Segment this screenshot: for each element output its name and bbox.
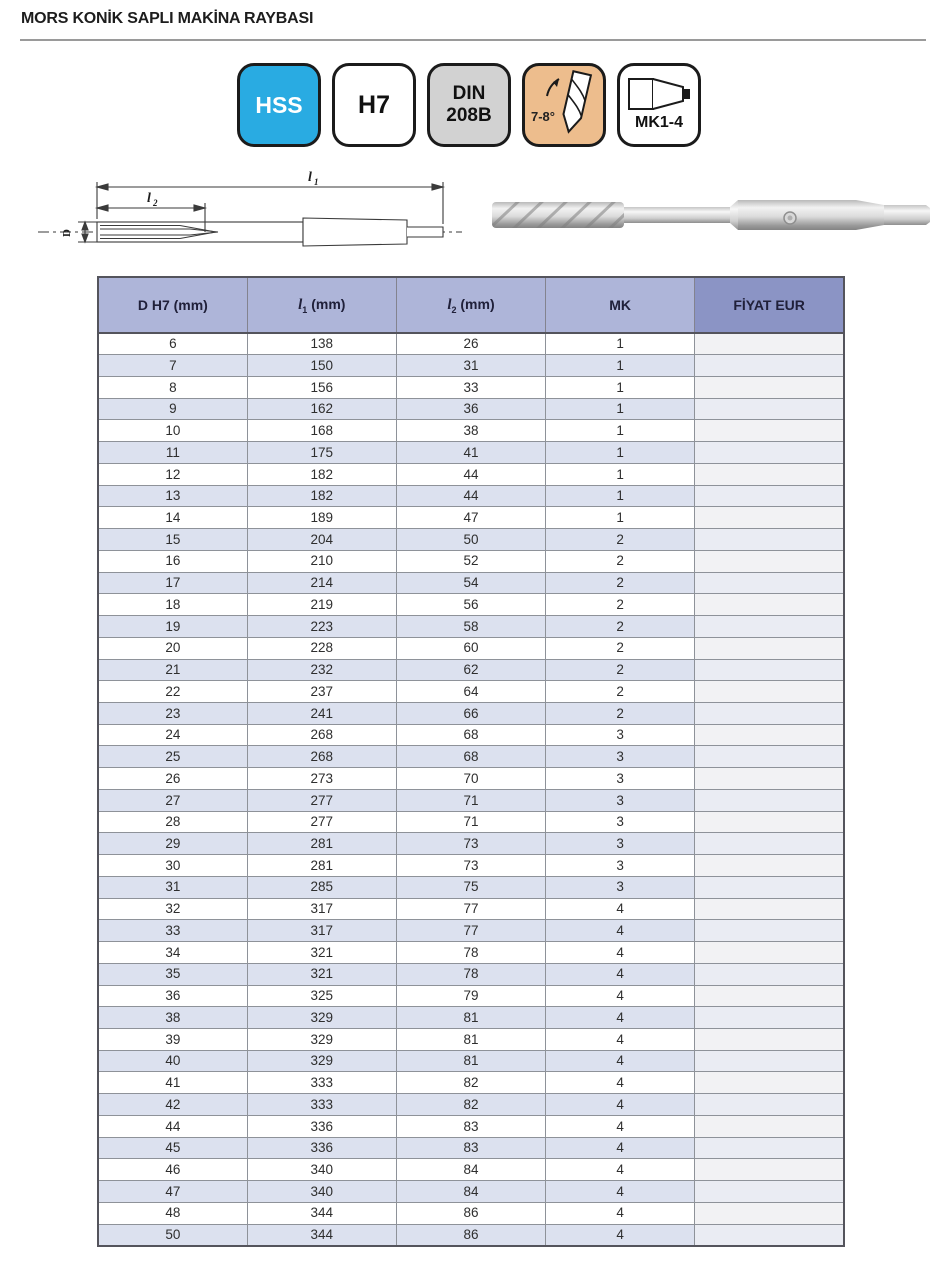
value-cell: 71 [396,811,545,833]
header-l1: $l_1$ (mm) [247,277,396,333]
badge-helix-angle [522,63,606,147]
value-cell: 56 [396,594,545,616]
table-row [98,572,844,594]
value-cell: 41 [396,442,545,464]
value-cell: 1 [546,507,695,529]
price-cell [695,724,844,746]
table-row [98,1181,844,1203]
dim-l2-label: l [147,191,151,206]
table-row [98,1202,844,1224]
value-cell: 2 [546,529,695,551]
price-cell [695,985,844,1007]
price-cell [695,485,844,507]
value-cell: 3 [546,811,695,833]
value-cell: 2 [546,702,695,724]
value-cell: 189 [247,507,396,529]
badge-mk-label: MK1-4 [634,114,683,131]
price-cell [695,768,844,790]
value-cell: 285 [247,876,396,898]
value-cell: 78 [396,963,545,985]
table-row [98,463,844,485]
value-cell: 3 [546,855,695,877]
value-cell: 4 [546,1094,695,1116]
value-cell: 1 [546,420,695,442]
value-cell: 18 [98,594,247,616]
value-cell: 4 [546,1159,695,1181]
value-cell: 73 [396,833,545,855]
value-cell: 4 [546,1181,695,1203]
value-cell: 77 [396,920,545,942]
table-row [98,616,844,638]
value-cell: 44 [98,1115,247,1137]
price-cell [695,963,844,985]
table-row [98,811,844,833]
value-cell: 24 [98,724,247,746]
value-cell: 2 [546,681,695,703]
value-cell: 52 [396,550,545,572]
value-cell: 44 [396,463,545,485]
value-cell: 50 [396,529,545,551]
table-row [98,702,844,724]
value-cell: 4 [546,1224,695,1246]
value-cell: 47 [98,1181,247,1203]
table-row [98,1050,844,1072]
price-cell [695,355,844,377]
price-cell [695,1029,844,1051]
value-cell: 75 [396,876,545,898]
value-cell: 31 [98,876,247,898]
value-cell: 273 [247,768,396,790]
value-cell: 321 [247,942,396,964]
header-diameter: D H7 (mm) [98,277,247,333]
value-cell: 25 [98,746,247,768]
price-cell [695,1224,844,1246]
header-price: FİYAT EUR [695,277,844,333]
value-cell: 28 [98,811,247,833]
value-cell: 228 [247,637,396,659]
value-cell: 16 [98,550,247,572]
value-cell: 4 [546,920,695,942]
value-cell: 4 [546,1137,695,1159]
table-row [98,1007,844,1029]
table-row [98,898,844,920]
value-cell: 70 [396,768,545,790]
price-cell [695,681,844,703]
table-row [98,1072,844,1094]
value-cell: 20 [98,637,247,659]
value-cell: 219 [247,594,396,616]
badge-din-label: DIN 208B [446,83,492,126]
price-cell [695,833,844,855]
price-cell [695,507,844,529]
value-cell: 68 [396,724,545,746]
price-cell [695,594,844,616]
price-cell [695,616,844,638]
price-cell [695,376,844,398]
badge-angle-label: 7-8° [531,109,555,124]
value-cell: 329 [247,1050,396,1072]
table-row [98,420,844,442]
value-cell: 2 [546,659,695,681]
price-cell [695,1181,844,1203]
value-cell: 329 [247,1007,396,1029]
price-cell [695,398,844,420]
value-cell: 44 [396,485,545,507]
value-cell: 22 [98,681,247,703]
value-cell: 36 [396,398,545,420]
value-cell: 1 [546,463,695,485]
price-cell [695,550,844,572]
value-cell: 237 [247,681,396,703]
price-cell [695,811,844,833]
value-cell: 325 [247,985,396,1007]
value-cell: 1 [546,376,695,398]
spec-table-header [98,277,844,333]
value-cell: 40 [98,1050,247,1072]
value-cell: 4 [546,898,695,920]
price-cell [695,702,844,724]
table-row [98,1115,844,1137]
value-cell: 333 [247,1072,396,1094]
value-cell: 84 [396,1159,545,1181]
value-cell: 41 [98,1072,247,1094]
table-row [98,920,844,942]
value-cell: 38 [396,420,545,442]
value-cell: 336 [247,1137,396,1159]
value-cell: 3 [546,724,695,746]
value-cell: 3 [546,833,695,855]
price-cell [695,333,844,355]
value-cell: 66 [396,702,545,724]
value-cell: 4 [546,1007,695,1029]
price-cell [695,442,844,464]
value-cell: 42 [98,1094,247,1116]
value-cell: 2 [546,550,695,572]
table-row [98,659,844,681]
price-cell [695,572,844,594]
reamer-photo [488,172,940,257]
value-cell: 1 [546,355,695,377]
price-cell [695,529,844,551]
value-cell: 9 [98,398,247,420]
value-cell: 340 [247,1159,396,1181]
value-cell: 58 [396,616,545,638]
value-cell: 4 [546,1050,695,1072]
value-cell: 1 [546,398,695,420]
table-row [98,1224,844,1246]
table-row [98,637,844,659]
table-row [98,855,844,877]
value-cell: 8 [98,376,247,398]
morse-taper-icon [626,76,692,112]
price-cell [695,876,844,898]
value-cell: 30 [98,855,247,877]
price-cell [695,942,844,964]
value-cell: 2 [546,572,695,594]
reamer-body [488,198,930,232]
value-cell: 15 [98,529,247,551]
value-cell: 10 [98,420,247,442]
value-cell: 46 [98,1159,247,1181]
dimension-drawing [30,162,465,267]
value-cell: 14 [98,507,247,529]
value-cell: 64 [396,681,545,703]
table-row [98,398,844,420]
value-cell: 27 [98,789,247,811]
price-cell [695,463,844,485]
table-row [98,355,844,377]
table-row [98,442,844,464]
value-cell: 19 [98,616,247,638]
table-row [98,985,844,1007]
value-cell: 150 [247,355,396,377]
value-cell: 333 [247,1094,396,1116]
value-cell: 329 [247,1029,396,1051]
badge-hss [237,63,321,147]
table-row [98,1094,844,1116]
value-cell: 4 [546,1202,695,1224]
value-cell: 29 [98,833,247,855]
price-cell [695,1159,844,1181]
table-row [98,594,844,616]
value-cell: 3 [546,876,695,898]
value-cell: 21 [98,659,247,681]
value-cell: 223 [247,616,396,638]
value-cell: 71 [396,789,545,811]
price-cell [695,1202,844,1224]
value-cell: 182 [247,485,396,507]
header-l2: $l_2$ (mm) [396,277,545,333]
table-row [98,768,844,790]
price-cell [695,1050,844,1072]
value-cell: 241 [247,702,396,724]
value-cell: 321 [247,963,396,985]
value-cell: 86 [396,1202,545,1224]
value-cell: 3 [546,789,695,811]
value-cell: 33 [98,920,247,942]
badge-din-208b [427,63,511,147]
value-cell: 317 [247,898,396,920]
price-cell [695,789,844,811]
value-cell: 277 [247,811,396,833]
value-cell: 7 [98,355,247,377]
value-cell: 45 [98,1137,247,1159]
value-cell: 340 [247,1181,396,1203]
value-cell: 86 [396,1224,545,1246]
value-cell: 317 [247,920,396,942]
price-cell [695,1007,844,1029]
value-cell: 17 [98,572,247,594]
title-divider [20,39,926,41]
value-cell: 62 [396,659,545,681]
value-cell: 281 [247,833,396,855]
table-row [98,876,844,898]
value-cell: 4 [546,1029,695,1051]
dim-l1-sub: 1 [314,177,319,187]
value-cell: 2 [546,594,695,616]
value-cell: 34 [98,942,247,964]
value-cell: 12 [98,463,247,485]
value-cell: 50 [98,1224,247,1246]
value-cell: 39 [98,1029,247,1051]
value-cell: 68 [396,746,545,768]
table-row [98,1159,844,1181]
price-cell [695,659,844,681]
price-cell [695,855,844,877]
value-cell: 38 [98,1007,247,1029]
value-cell: 83 [396,1115,545,1137]
value-cell: 13 [98,485,247,507]
price-cell [695,1094,844,1116]
value-cell: 138 [247,333,396,355]
table-row [98,529,844,551]
badge-h7 [332,63,416,147]
price-cell [695,746,844,768]
table-row [98,1137,844,1159]
value-cell: 48 [98,1202,247,1224]
value-cell: 336 [247,1115,396,1137]
value-cell: 268 [247,724,396,746]
value-cell: 23 [98,702,247,724]
table-row [98,746,844,768]
value-cell: 214 [247,572,396,594]
price-cell [695,1137,844,1159]
table-row [98,333,844,355]
price-cell [695,420,844,442]
value-cell: 1 [546,485,695,507]
table-body [98,333,844,1246]
table-row [98,507,844,529]
value-cell: 1 [546,333,695,355]
value-cell: 60 [396,637,545,659]
value-cell: 4 [546,942,695,964]
dim-l1-label: l [308,170,312,185]
value-cell: 82 [396,1072,545,1094]
value-cell: 168 [247,420,396,442]
table-row [98,789,844,811]
value-cell: 36 [98,985,247,1007]
value-cell: 33 [396,376,545,398]
badge-hss-label: HSS [255,91,303,118]
value-cell: 182 [247,463,396,485]
value-cell: 204 [247,529,396,551]
price-cell [695,1115,844,1137]
value-cell: 82 [396,1094,545,1116]
value-cell: 2 [546,637,695,659]
value-cell: 4 [546,985,695,1007]
table-row [98,963,844,985]
value-cell: 344 [247,1202,396,1224]
value-cell: 78 [396,942,545,964]
table-row [98,550,844,572]
value-cell: 31 [396,355,545,377]
badge-mk-range [617,63,701,147]
value-cell: 3 [546,768,695,790]
value-cell: 344 [247,1224,396,1246]
badge-row [237,63,701,147]
value-cell: 26 [98,768,247,790]
price-cell [695,920,844,942]
value-cell: 6 [98,333,247,355]
value-cell: 32 [98,898,247,920]
value-cell: 4 [546,1115,695,1137]
value-cell: 54 [396,572,545,594]
price-cell [695,637,844,659]
table-row [98,833,844,855]
header-mk: MK [546,277,695,333]
table-row [98,942,844,964]
value-cell: 83 [396,1137,545,1159]
value-cell: 1 [546,442,695,464]
spec-table [97,276,845,1247]
value-cell: 81 [396,1029,545,1051]
value-cell: 232 [247,659,396,681]
value-cell: 268 [247,746,396,768]
value-cell: 47 [396,507,545,529]
value-cell: 175 [247,442,396,464]
value-cell: 281 [247,855,396,877]
value-cell: 79 [396,985,545,1007]
value-cell: 73 [396,855,545,877]
drill-angle-icon [525,66,603,144]
price-cell [695,898,844,920]
value-cell: 35 [98,963,247,985]
value-cell: 81 [396,1007,545,1029]
dim-d-label: D [61,229,73,237]
dim-l2-sub: 2 [153,198,158,208]
table-row [98,376,844,398]
value-cell: 4 [546,1072,695,1094]
value-cell: 81 [396,1050,545,1072]
table-row [98,724,844,746]
table-row [98,681,844,703]
value-cell: 11 [98,442,247,464]
value-cell: 3 [546,746,695,768]
badge-h7-label: H7 [358,90,390,119]
value-cell: 156 [247,376,396,398]
value-cell: 210 [247,550,396,572]
table-row [98,485,844,507]
value-cell: 277 [247,789,396,811]
value-cell: 2 [546,616,695,638]
value-cell: 4 [546,963,695,985]
page-title: MORS KONİK SAPLI MAKİNA RAYBASI [21,10,314,27]
table-row [98,1029,844,1051]
value-cell: 162 [247,398,396,420]
price-cell [695,1072,844,1094]
value-cell: 84 [396,1181,545,1203]
value-cell: 77 [396,898,545,920]
value-cell: 26 [396,333,545,355]
